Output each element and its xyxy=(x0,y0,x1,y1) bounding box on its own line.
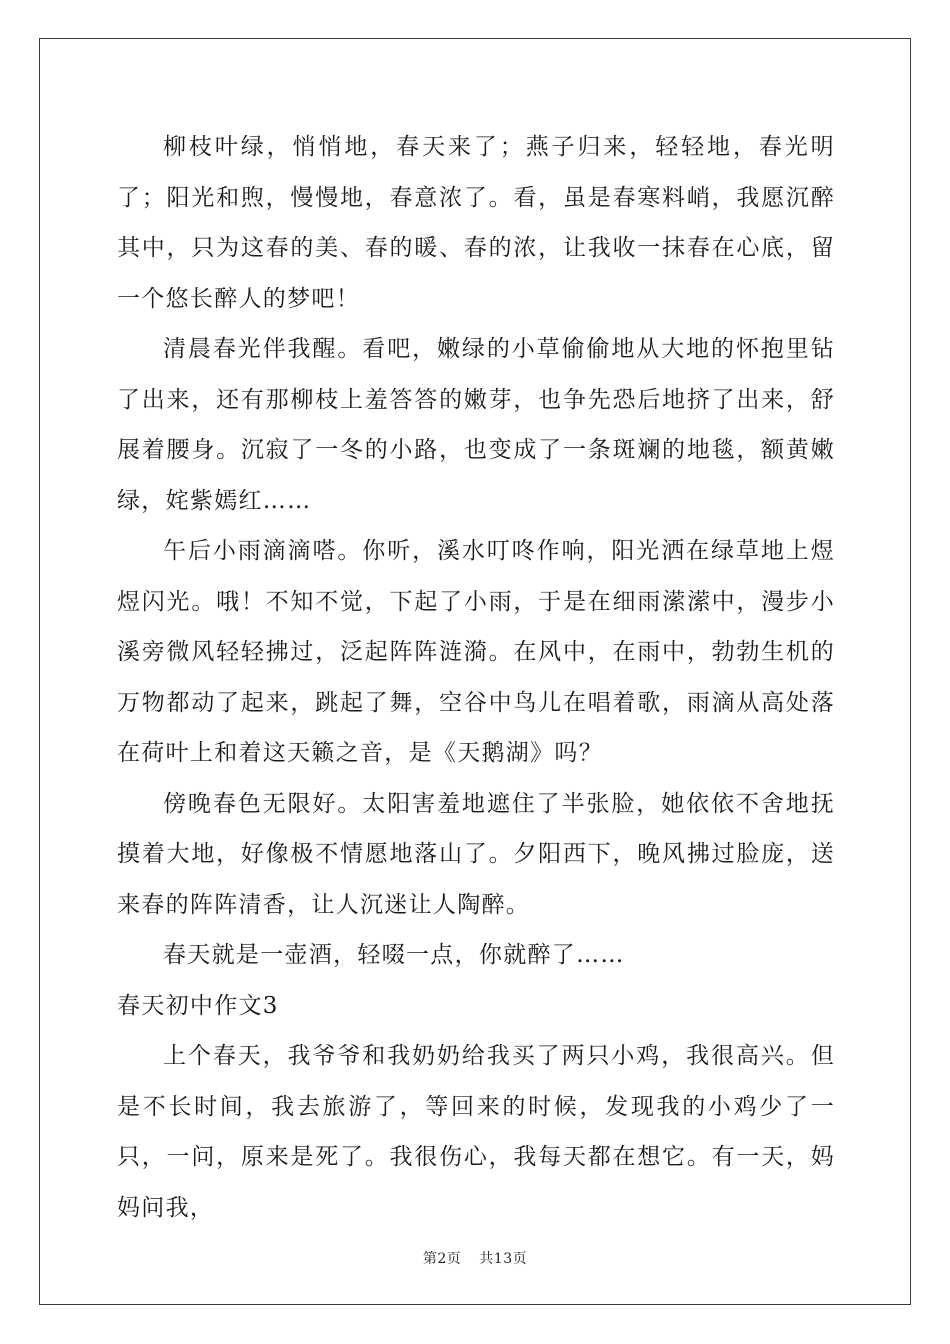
paragraph: 傍晚春色无限好。太阳害羞地遮住了半张脸，她依依不舍地抚摸着大地，好像极不情愿地落山了。夕阳西下，晚风拂过脸庞，送来春的阵阵清香，让人沉迷让人陶醉。 xyxy=(117,790,835,918)
paragraph: 春天就是一壶酒，轻啜一点，你就醉了…… xyxy=(163,942,625,968)
paragraph: 清晨春光伴我醒。看吧，嫩绿的小草偷偷地从大地的怀抱里钻了出来，还有那柳枝上羞答答的嫩芽，也争先恐后地挤了出来，舒展着腰身。沉寂了一冬的小路，也变成了一条斑斓的地毯，额黄嫩绿，姹紫嫣红…… xyxy=(117,336,835,514)
paragraph: 上个春天，我爷爷和我奶奶给我买了两只小鸡，我很高兴。但是不长时间，我去旅游了，等回来的时候，发现我的小鸡少了一只，一问，原来是死了。我很伤心，我每天都在想它。有一天，妈妈问我， xyxy=(117,1043,835,1221)
document-body xyxy=(117,122,835,1233)
paragraph: 午后小雨滴滴嗒。你听，溪水叮咚作响，阳光洒在绿草地上煜煜闪光。哦！不知不觉，下起了小雨，于是在细雨潆潆中，漫步小溪旁微风轻轻拂过，泛起阵阵涟漪。在风中，在雨中，勃勃生机的万物都动了起来，跳起了舞，空谷中鸟儿在唱着歌，雨滴从高处落在荷叶上和着这天籁之音，是《天鹅湖》吗？ xyxy=(117,538,835,766)
page-number: 第2页 xyxy=(422,1251,462,1267)
page-total: 共13页 xyxy=(479,1251,528,1267)
section-heading: 春天初中作文3 xyxy=(117,992,279,1019)
page-footer xyxy=(0,1248,950,1268)
paragraph: 柳枝叶绿，悄悄地，春天来了；燕子归来，轻轻地，春光明了；阳光和煦，慢慢地，春意浓了。看，虽是春寒料峭，我愿沉醉其中，只为这春的美、春的暖、春的浓，让我收一抹春在心底，留一个悠长醉人的梦吧！ xyxy=(117,134,835,312)
